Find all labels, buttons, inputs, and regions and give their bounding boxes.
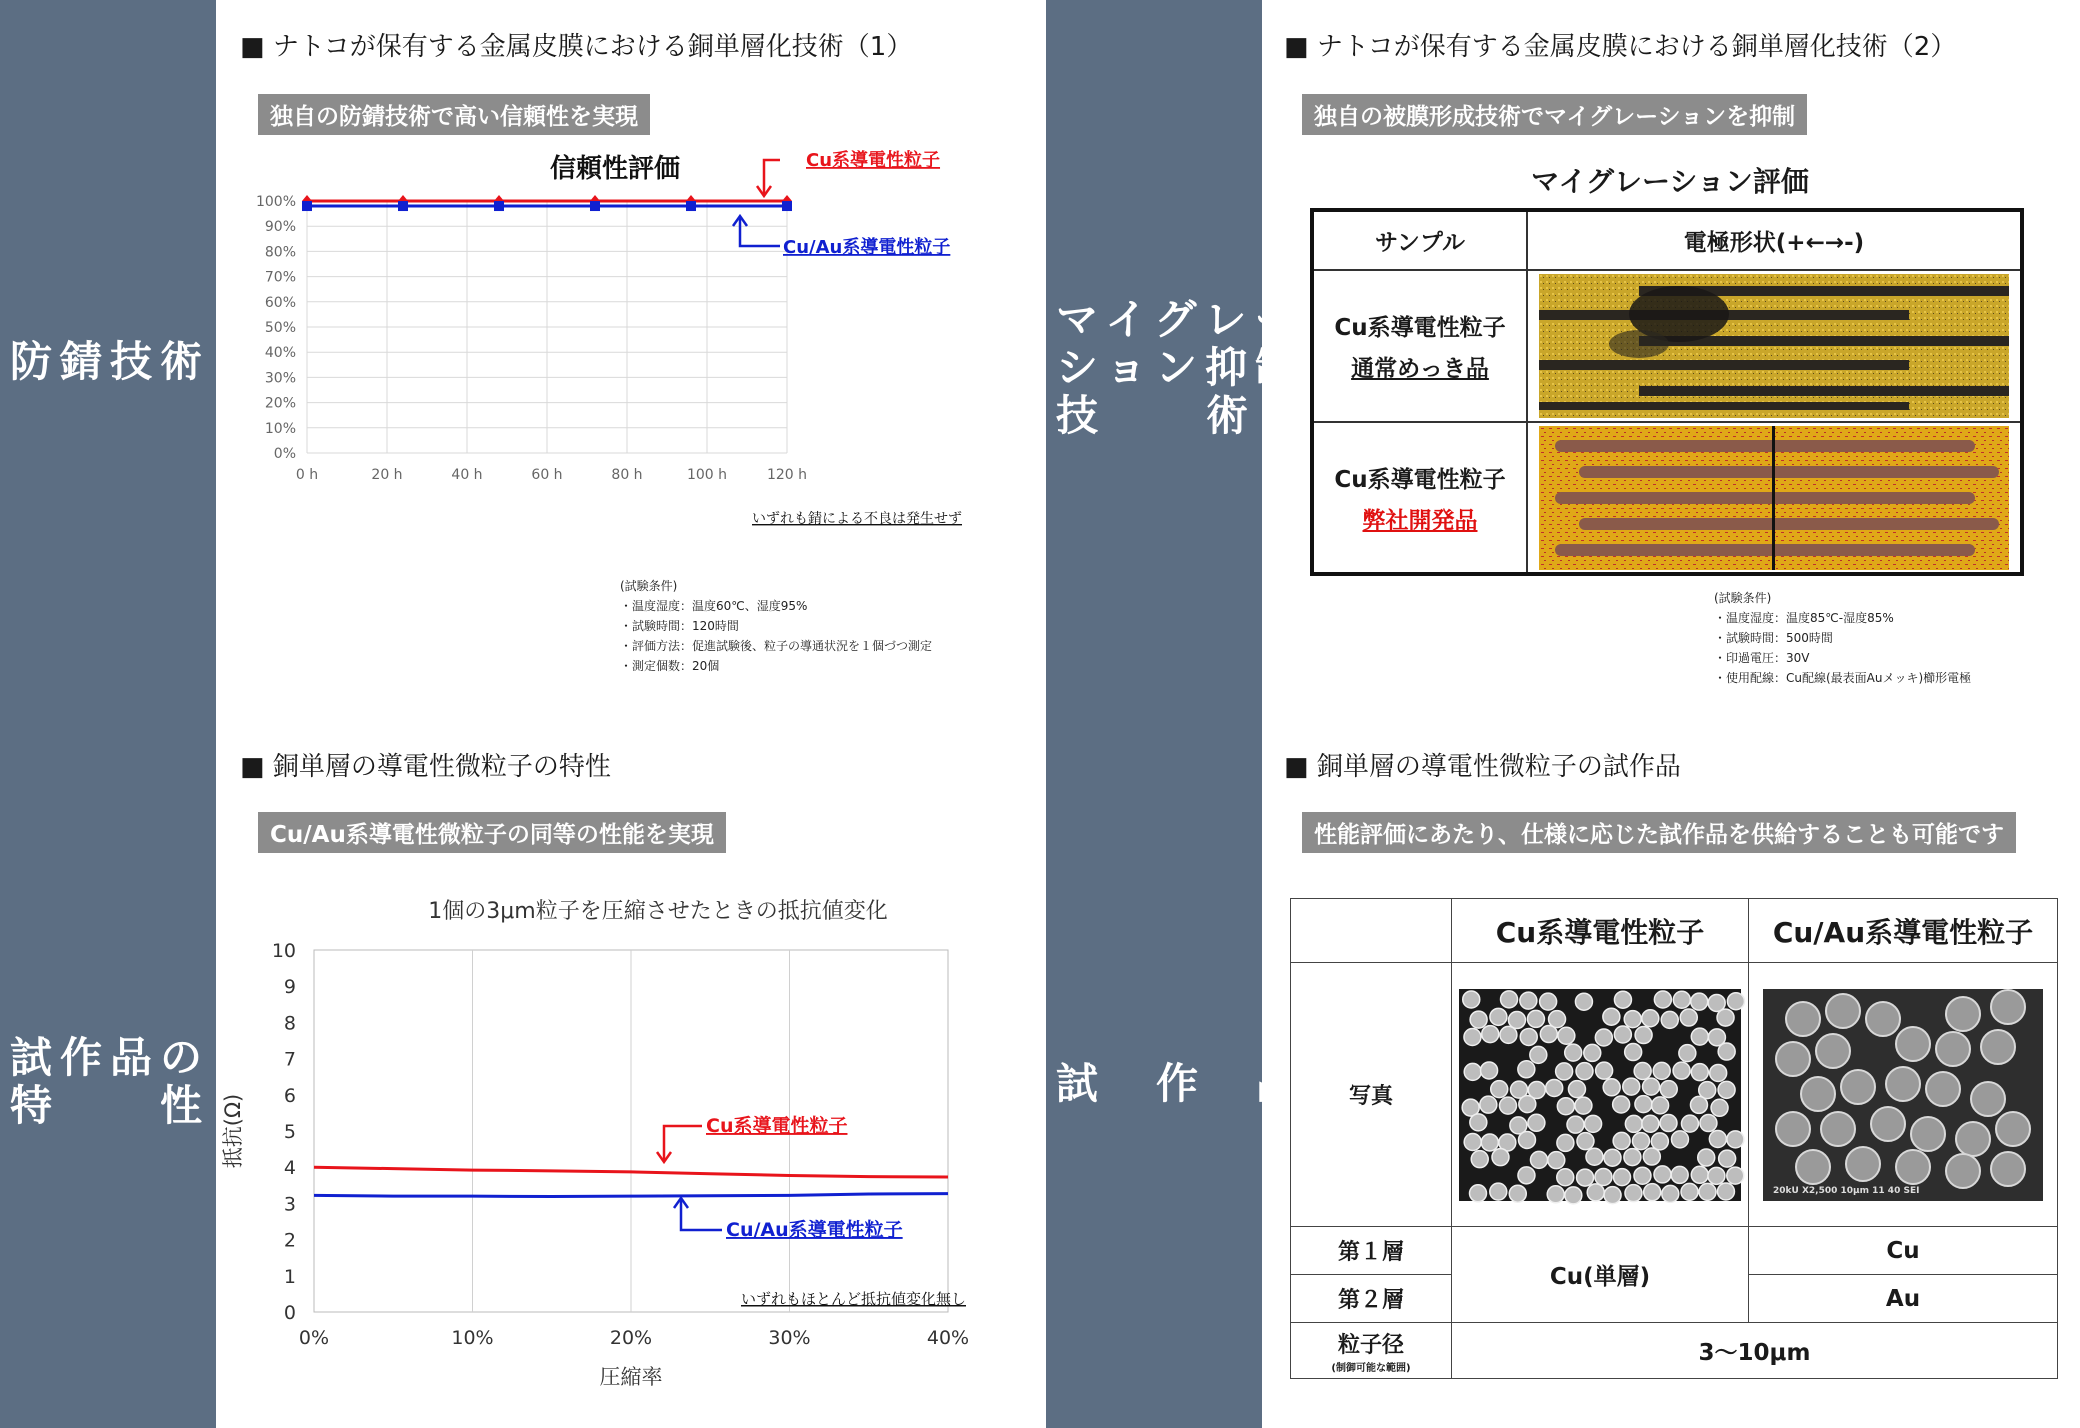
section-title-prototype: ■ 銅単層の導電性微粒子の試作品	[1284, 752, 1681, 782]
size-label: 粒子径	[1337, 1332, 1404, 1358]
particle	[1596, 1062, 1613, 1079]
particle	[1558, 1027, 1575, 1044]
y-tick-label: 70%	[264, 269, 296, 286]
sem-photo-cuau	[1763, 989, 2043, 1201]
particle	[1991, 1152, 2025, 1186]
particle	[1547, 1185, 1564, 1202]
y-tick-label: 20%	[264, 395, 296, 412]
particle	[1464, 1028, 1481, 1045]
particle	[1518, 1060, 1535, 1077]
condition-line: (試験条件)	[620, 579, 678, 593]
particle	[1691, 1166, 1708, 1183]
header-empty	[1291, 899, 1452, 963]
migration-photo-normal	[1539, 274, 2009, 418]
particle	[1625, 1115, 1642, 1132]
data-point	[590, 201, 600, 211]
particle	[1481, 1061, 1498, 1078]
particle	[1490, 1008, 1507, 1025]
particle	[1708, 1167, 1725, 1184]
particle	[1866, 1002, 1900, 1036]
particle	[1991, 990, 2025, 1024]
particle	[1634, 1167, 1651, 1184]
particle	[1614, 1026, 1631, 1043]
particle	[1996, 1112, 2030, 1146]
x-tick-label: 60 h	[531, 467, 563, 483]
particle	[1956, 1122, 1990, 1156]
particle	[1786, 1002, 1820, 1036]
particle	[1700, 1114, 1717, 1131]
particle	[1971, 1082, 2005, 1116]
particle	[1671, 1130, 1688, 1147]
particle	[1821, 1112, 1855, 1146]
size-label-cell	[1291, 1323, 1452, 1379]
band-label-line1: 試作品の	[10, 1033, 211, 1082]
particle	[1911, 1117, 1945, 1151]
particle	[1634, 1062, 1651, 1079]
section-title-rust: ■ ナトコが保有する金属皮膜における銅単層化技術（1）	[240, 32, 913, 62]
particle	[1654, 1165, 1671, 1182]
particle	[1826, 994, 1860, 1028]
y-axis-label: 抵抗(Ω)	[221, 1093, 245, 1169]
particle	[1530, 1151, 1547, 1168]
band-label-migration	[1056, 295, 1306, 440]
sample-name: Cu系導電性粒子	[1334, 466, 1506, 493]
particle	[1587, 1183, 1604, 1200]
particle	[1643, 1078, 1660, 1095]
cuau-series-label: Cu/Au系導電性粒子	[783, 237, 951, 258]
particle	[1680, 1009, 1697, 1026]
x-tick-label: 100 h	[686, 467, 728, 483]
particle	[1604, 1149, 1621, 1166]
band-label-prototype	[1056, 1060, 1306, 1108]
particle	[1643, 1148, 1660, 1165]
y-tick-label: 0	[283, 1302, 296, 1324]
y-tick-label: 10	[271, 940, 296, 962]
particle	[1896, 1027, 1930, 1061]
particle	[1711, 1099, 1728, 1116]
prototype-table	[1290, 898, 2058, 1379]
particle	[1936, 1032, 1970, 1066]
layer1-label: 第１層	[1291, 1227, 1452, 1275]
particle	[1691, 1063, 1708, 1080]
x-tick-label: 20 h	[371, 467, 403, 483]
particle	[1509, 1185, 1526, 1202]
data-point	[494, 201, 504, 211]
band-label-rust-text: 防錆技術	[10, 337, 211, 386]
middle-band	[1046, 0, 1306, 1428]
y-tick-label: 10%	[264, 420, 296, 437]
y-tick-label: 60%	[264, 294, 296, 311]
cu-label-arrow	[764, 160, 780, 194]
band-label-line1: マイグレー	[1056, 295, 1305, 344]
particle	[1652, 1096, 1669, 1113]
particle	[1470, 1113, 1487, 1130]
particle	[1691, 993, 1708, 1010]
particle	[1625, 1184, 1642, 1201]
particle	[1500, 1097, 1517, 1114]
particle	[1654, 990, 1671, 1007]
particle	[1661, 1011, 1678, 1028]
sample-developed	[1312, 422, 1527, 574]
particle	[1548, 1151, 1565, 1168]
particle	[1727, 1130, 1744, 1147]
y-tick-label: 80%	[264, 244, 296, 261]
particle	[1520, 1028, 1537, 1045]
particle	[1981, 1030, 2015, 1064]
particle	[1565, 1044, 1582, 1061]
y-tick-label: 30%	[264, 370, 296, 387]
y-tick-label: 6	[283, 1084, 296, 1107]
particle	[1557, 1168, 1574, 1185]
x-tick-label: 30%	[768, 1327, 811, 1349]
particle	[1681, 1183, 1698, 1200]
y-tick-label: 5	[283, 1121, 296, 1143]
sample-normal-label: 通常めっき品	[1351, 356, 1489, 382]
particle	[1614, 991, 1631, 1008]
chart-note: いずれもほとんど抵抗値変化無し	[740, 1290, 966, 1308]
particle	[1595, 1028, 1612, 1045]
particle	[1660, 1114, 1677, 1131]
particle	[1567, 1116, 1584, 1133]
particle	[1846, 1147, 1880, 1181]
particle	[1691, 1028, 1708, 1045]
particle	[1896, 1150, 1930, 1184]
cu-single-layer: Cu(単層)	[1452, 1227, 1749, 1323]
reliability-chart	[240, 142, 1020, 542]
particle	[1557, 1097, 1574, 1114]
chart-title: 1個の3μm粒子を圧縮させたときの抵抗値変化	[428, 899, 888, 924]
y-tick-label: 40%	[264, 345, 296, 362]
band-label-line3: 技 術	[1056, 391, 1257, 440]
particle	[1841, 1070, 1875, 1104]
sample-name: Cu系導電性粒子	[1334, 315, 1506, 341]
particle	[1482, 1025, 1499, 1042]
cuau-series-label: Cu/Au系導電性粒子	[726, 1219, 903, 1241]
migration-photo-developed	[1539, 426, 2009, 570]
y-tick-label: 2	[283, 1229, 296, 1252]
particle	[1635, 1095, 1652, 1112]
x-tick-label: 0%	[298, 1327, 330, 1349]
photo-cu-cell	[1452, 963, 1749, 1227]
cuau-label-arrow	[740, 218, 780, 246]
particle	[1519, 1095, 1536, 1112]
particle	[1464, 1133, 1481, 1150]
particle	[1556, 1062, 1573, 1079]
condition-line: ・測定個数：20個	[620, 659, 720, 673]
header-cuau: Cu/Au系導電性粒子	[1749, 899, 2058, 963]
particle	[1776, 1112, 1810, 1146]
cu-series-label: Cu系導電性粒子	[806, 150, 941, 171]
sample-developed-label: 弊社開発品	[1362, 507, 1478, 534]
particle	[1540, 1025, 1557, 1042]
electrode-photo-normal	[1527, 270, 2022, 422]
particle	[1644, 1183, 1661, 1200]
particle	[1540, 993, 1557, 1010]
particle	[1886, 1067, 1920, 1101]
particle	[1717, 1183, 1734, 1200]
particle	[1698, 1149, 1715, 1166]
size-value: 3～10μm	[1452, 1323, 2058, 1379]
y-tick-label: 90%	[264, 219, 296, 236]
header-sample: サンプル	[1312, 210, 1527, 270]
band-label-line2: ション抑制	[1056, 343, 1306, 392]
particle	[1871, 1107, 1905, 1141]
particle	[1671, 1166, 1688, 1183]
particle	[1718, 1043, 1735, 1060]
photo-label: 写真	[1291, 963, 1452, 1227]
x-tick-label: 0 h	[295, 467, 319, 483]
condition-line: ・温度湿度：温度60℃、湿度95%	[620, 599, 808, 613]
particle	[1500, 1026, 1517, 1043]
test-conditions-1	[620, 576, 932, 676]
particle	[1520, 992, 1537, 1009]
particle	[1575, 1097, 1592, 1114]
y-tick-label: 100%	[255, 194, 296, 210]
y-tick-label: 50%	[264, 320, 296, 336]
particle	[1710, 1064, 1727, 1081]
particle	[1471, 1150, 1488, 1167]
section-title-properties: ■ 銅単層の導電性微粒子の特性	[240, 752, 611, 782]
chart-note: いずれも錆による不良は発生せず	[752, 511, 962, 527]
particle	[1613, 1096, 1630, 1113]
condition-line: ・印過電圧：30V	[1714, 651, 1810, 665]
particle	[1717, 1009, 1734, 1026]
condition-line: ・試験時間：120時間	[620, 619, 739, 633]
condition-line: ・評価方法：促進試験後、粒子の導通状況を１個づつ測定	[620, 639, 933, 653]
y-tick-label: 7	[283, 1048, 296, 1071]
particle	[1518, 1166, 1535, 1183]
particle	[1527, 1010, 1544, 1027]
band-label-prototype-props	[10, 1034, 210, 1130]
particle	[1727, 992, 1744, 1009]
x-tick-label: 40%	[926, 1327, 970, 1349]
particle	[1653, 1062, 1670, 1079]
test-conditions-2	[1714, 588, 1971, 688]
data-point	[398, 201, 408, 211]
particle	[1595, 1168, 1612, 1185]
sem-caption: 20kU X2,500 10μm 11 40 SEI	[1773, 1185, 1920, 1196]
particle	[1679, 1044, 1696, 1061]
band-label-line2: 特 性	[10, 1081, 211, 1130]
x-tick-label: 40 h	[451, 467, 483, 483]
cuau-label-arrow	[681, 1200, 722, 1230]
x-tick-label: 80 h	[611, 467, 643, 483]
cu-series-label: Cu系導電性粒子	[706, 1115, 848, 1137]
particle	[1576, 1062, 1593, 1079]
header-electrode: 電極形状(+←→-)	[1527, 210, 2022, 270]
particle	[1501, 990, 1518, 1007]
chart-title: 信頼性評価	[549, 154, 681, 184]
particle	[1709, 1130, 1726, 1147]
particle	[1480, 1096, 1497, 1113]
x-tick-label: 120 h	[766, 467, 808, 483]
y-tick-label: 1	[283, 1265, 296, 1288]
size-note: (制御可能な範囲)	[1331, 1362, 1411, 1374]
particle	[1491, 1080, 1508, 1097]
particle	[1642, 1009, 1659, 1026]
particle	[1801, 1077, 1835, 1111]
particle	[1946, 997, 1980, 1031]
x-axis-label: 圧縮率	[599, 1365, 663, 1389]
y-tick-label: 8	[283, 1012, 296, 1035]
banner-properties: Cu/Au系導電性微粒子の同等の性能を実現	[258, 812, 726, 853]
cuau-layer2: Au	[1749, 1275, 2058, 1323]
particle	[1604, 1186, 1621, 1203]
particle	[1584, 1044, 1601, 1061]
particle	[1660, 1080, 1677, 1097]
particle	[1603, 1078, 1620, 1095]
sem-photo-cu	[1459, 989, 1741, 1201]
section-title-migration: ■ ナトコが保有する金属皮膜における銅単層化技術（2）	[1284, 32, 1957, 62]
particle	[1586, 1148, 1603, 1165]
condition-line: ・試験時間：500時間	[1714, 631, 1833, 645]
particle	[1603, 1008, 1620, 1025]
y-tick-label: 0%	[273, 446, 296, 462]
banner-migration: 独自の被膜形成技術でマイグレーションを抑制	[1302, 94, 1807, 135]
electrode-photo-developed	[1527, 422, 2022, 574]
particle	[1699, 1183, 1716, 1200]
particle	[1673, 991, 1690, 1008]
particle	[1681, 1115, 1698, 1132]
migration-table	[1310, 208, 2024, 576]
particle	[1635, 1026, 1652, 1043]
particle	[1651, 1132, 1668, 1149]
left-band	[0, 0, 216, 1428]
particle	[1796, 1150, 1830, 1184]
particle	[1577, 1169, 1594, 1186]
cuau-layer1: Cu	[1749, 1227, 2058, 1275]
particle	[1585, 1115, 1602, 1132]
particle	[1575, 993, 1592, 1010]
band-label-prototype-text: 試 作 品	[1056, 1059, 1307, 1108]
sample-normal	[1312, 270, 1527, 422]
migration-chart-title: マイグレーション評価	[1531, 165, 1809, 198]
band-label-rust	[10, 338, 210, 386]
particle	[1481, 1133, 1498, 1150]
particle	[1690, 1096, 1707, 1113]
data-point	[782, 201, 792, 211]
particle	[1673, 1062, 1690, 1079]
banner-rust: 独自の防錆技術で高い信頼性を実現	[258, 94, 650, 135]
particle	[1624, 1010, 1641, 1027]
particle	[1926, 1072, 1960, 1106]
data-point	[686, 201, 696, 211]
resistance-chart	[221, 890, 1020, 1410]
particle	[1727, 1167, 1744, 1184]
particle	[1530, 1046, 1547, 1063]
layer2-label: 第２層	[1291, 1275, 1452, 1323]
condition-line: ・温度湿度：温度85℃-湿度85%	[1714, 611, 1894, 625]
particle	[1464, 1063, 1481, 1080]
particle	[1463, 990, 1480, 1007]
y-tick-label: 3	[283, 1193, 296, 1216]
particle	[1623, 1078, 1640, 1095]
particle	[1719, 1150, 1736, 1167]
particle	[1625, 1043, 1642, 1060]
particle	[1816, 1034, 1850, 1068]
particle	[1577, 1132, 1594, 1149]
particle	[1565, 1186, 1582, 1203]
x-tick-label: 20%	[609, 1327, 653, 1349]
y-tick-label: 4	[283, 1157, 296, 1180]
condition-line: (試験条件)	[1714, 591, 1772, 605]
particle	[1718, 1081, 1735, 1098]
particle	[1613, 1132, 1630, 1149]
particle	[1776, 1042, 1810, 1076]
particle	[1614, 1168, 1631, 1185]
particle	[1492, 1148, 1509, 1165]
particle	[1632, 1132, 1649, 1149]
particle	[1946, 1154, 1980, 1188]
particle	[1662, 1185, 1679, 1202]
particle	[1568, 1080, 1585, 1097]
data-point	[302, 201, 312, 211]
header-cu: Cu系導電性粒子	[1452, 899, 1749, 963]
x-tick-label: 10%	[451, 1327, 494, 1349]
particle	[1518, 1131, 1535, 1148]
particle	[1624, 1148, 1641, 1165]
particle	[1470, 1011, 1487, 1028]
y-tick-label: 9	[283, 976, 296, 999]
photo-cuau-cell	[1749, 963, 2058, 1227]
particle	[1470, 1184, 1487, 1201]
particle	[1546, 1079, 1563, 1096]
condition-line: ・使用配線：Cu配線(最表面Auメッキ)櫛形電極	[1714, 671, 1972, 685]
banner-prototype: 性能評価にあたり、仕様に応じた試作品を供給することも可能です	[1302, 812, 2016, 853]
particle	[1490, 1183, 1507, 1200]
particle	[1528, 1114, 1545, 1131]
particle	[1557, 1134, 1574, 1151]
particle	[1642, 1115, 1659, 1132]
